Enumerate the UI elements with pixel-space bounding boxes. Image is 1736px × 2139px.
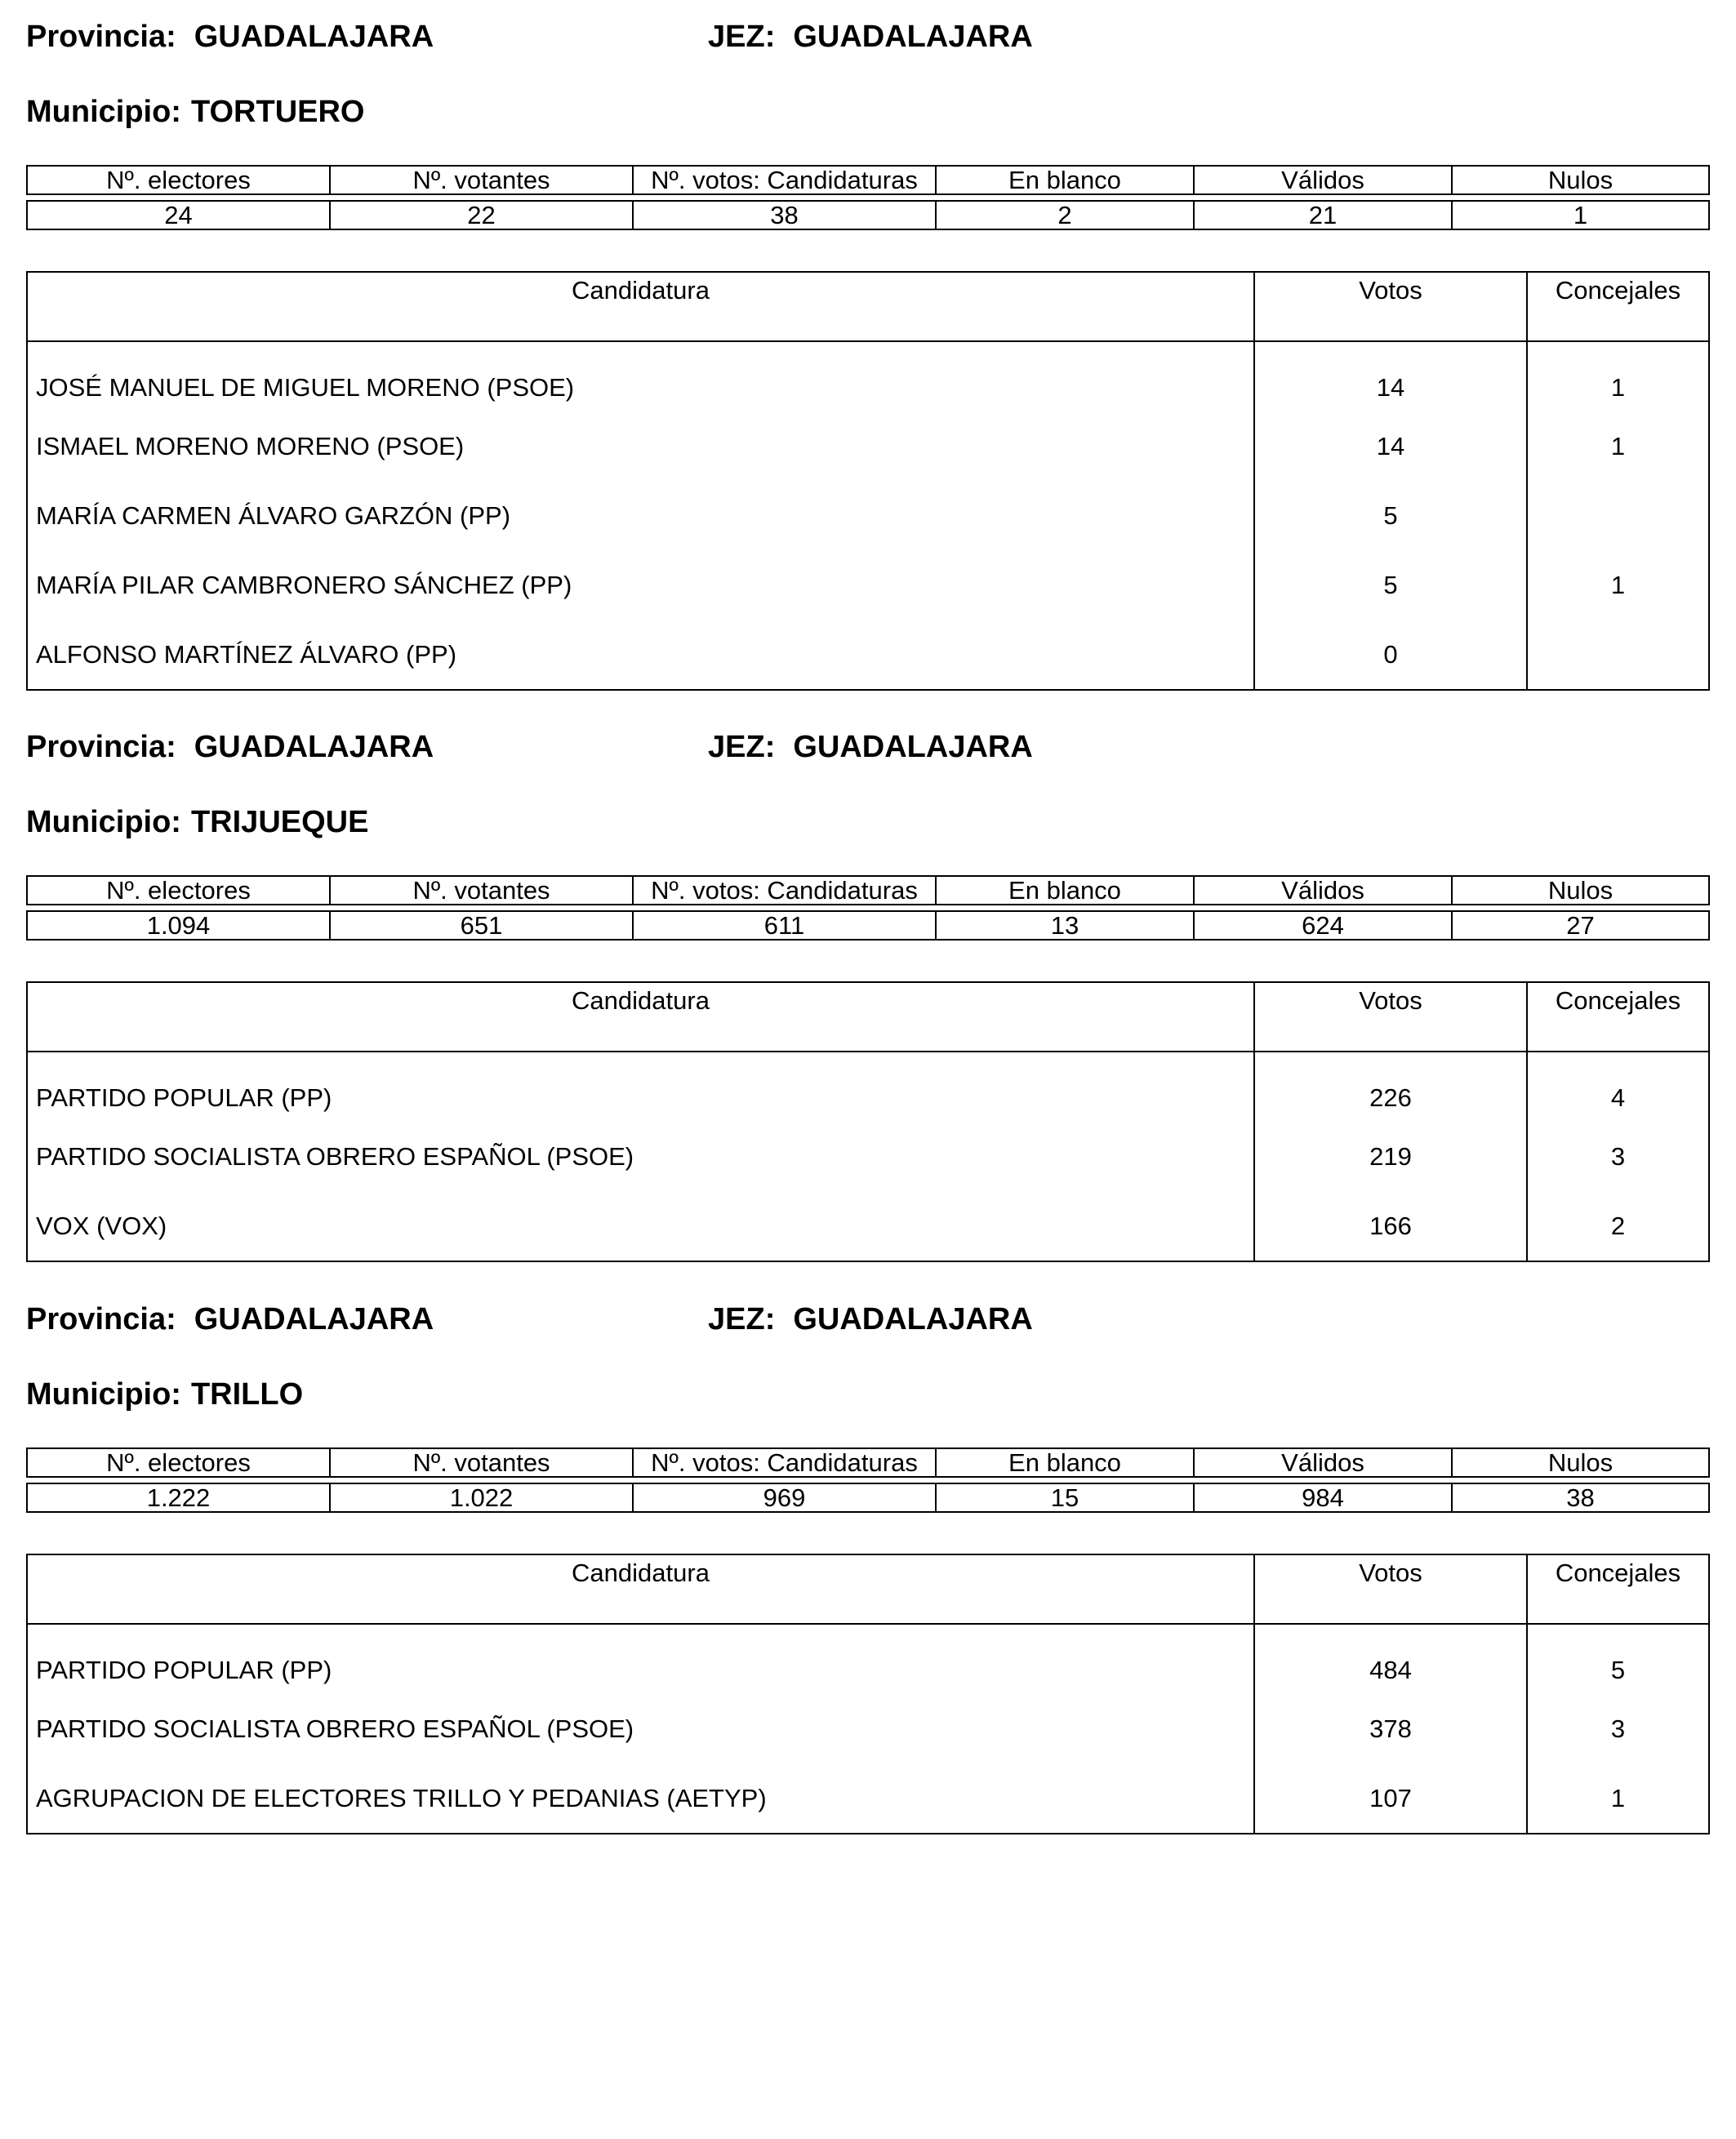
provincia-heading — [26, 21, 434, 52]
provincia-value: GUADALAJARA — [194, 1302, 434, 1336]
stats-header-row — [27, 876, 1709, 905]
provincia-value: GUADALAJARA — [194, 20, 434, 54]
header-concejales: Concejales — [1527, 1554, 1709, 1624]
stats-value-votantes: 651 — [330, 911, 633, 940]
jez-label: JEZ: — [708, 730, 776, 764]
stats-value-electores: 1.094 — [27, 911, 330, 940]
header-candidatura: Candidatura — [27, 272, 1254, 341]
candidate-concejales: 1 — [1527, 411, 1709, 481]
header-votos: Votos — [1254, 272, 1527, 341]
stats-header-validos: Válidos — [1194, 1448, 1452, 1477]
stats-value-nulos: 38 — [1452, 1483, 1709, 1512]
stats-header-votantes: Nº. votantes — [330, 1448, 633, 1477]
stats-header-en-blanco: En blanco — [936, 166, 1194, 194]
provincia-heading — [26, 732, 434, 763]
jez-value: GUADALAJARA — [793, 20, 1033, 54]
header-votos: Votos — [1254, 1554, 1527, 1624]
stats-value-en-blanco: 2 — [936, 201, 1194, 229]
stats-value-electores: 1.222 — [27, 1483, 330, 1512]
stats-header-electores: Nº. electores — [27, 876, 330, 905]
stats-value-votantes: 1.022 — [330, 1483, 633, 1512]
candidate-concejales: 3 — [1527, 1694, 1709, 1763]
stats-value-nulos: 27 — [1452, 911, 1709, 940]
stats-value-votos-candidaturas: 38 — [633, 201, 936, 229]
candidate-votos: 378 — [1254, 1694, 1527, 1763]
stats-header-votantes: Nº. votantes — [330, 166, 633, 194]
stats-table — [26, 1447, 1710, 1513]
candidate-votos: 5 — [1254, 481, 1527, 550]
candidate-name: JOSÉ MANUEL DE MIGUEL MORENO (PSOE) — [27, 341, 1254, 411]
municipio-value: TORTUERO — [190, 95, 365, 129]
header-concejales: Concejales — [1527, 982, 1709, 1052]
candidates-header-row — [27, 982, 1709, 1052]
candidate-votos: 219 — [1254, 1122, 1527, 1191]
stats-table — [26, 165, 1710, 230]
candidate-name: ISMAEL MORENO MORENO (PSOE) — [27, 411, 1254, 481]
candidate-votos: 107 — [1254, 1763, 1527, 1834]
candidate-row — [27, 1191, 1709, 1261]
stats-header-en-blanco: En blanco — [936, 1448, 1194, 1477]
candidate-votos: 5 — [1254, 550, 1527, 620]
jez-label: JEZ: — [708, 20, 776, 54]
stats-value-en-blanco: 13 — [936, 911, 1194, 940]
stats-header-votos-candidaturas: Nº. votos: Candidaturas — [633, 1448, 936, 1477]
stats-value-row — [27, 1483, 1709, 1512]
provincia-label: Provincia: — [26, 1302, 176, 1336]
stats-value-votos-candidaturas: 611 — [633, 911, 936, 940]
candidate-concejales: 3 — [1527, 1122, 1709, 1191]
provincia-value: GUADALAJARA — [194, 730, 434, 764]
stats-header-votos-candidaturas: Nº. votos: Candidaturas — [633, 166, 936, 194]
municipio-heading — [26, 1379, 303, 1410]
stats-value-row — [27, 201, 1709, 229]
provincia-label: Provincia: — [26, 20, 176, 54]
jez-heading — [708, 1304, 1033, 1335]
stats-header-row — [27, 1448, 1709, 1477]
candidate-name: PARTIDO SOCIALISTA OBRERO ESPAÑOL (PSOE) — [27, 1694, 1254, 1763]
stats-header-nulos: Nulos — [1452, 166, 1709, 194]
candidate-votos: 14 — [1254, 411, 1527, 481]
candidate-row — [27, 411, 1709, 481]
candidate-votos: 484 — [1254, 1624, 1527, 1694]
provincia-heading — [26, 1304, 434, 1335]
stats-value-votos-candidaturas: 969 — [633, 1483, 936, 1512]
candidate-votos: 0 — [1254, 620, 1527, 690]
candidate-row — [27, 1624, 1709, 1694]
candidate-row — [27, 1763, 1709, 1834]
jez-label: JEZ: — [708, 1302, 776, 1336]
candidate-row — [27, 341, 1709, 411]
header-concejales: Concejales — [1527, 272, 1709, 341]
stats-value-electores: 24 — [27, 201, 330, 229]
jez-value: GUADALAJARA — [793, 730, 1033, 764]
candidate-concejales — [1527, 620, 1709, 690]
stats-value-row — [27, 911, 1709, 940]
candidate-row — [27, 1122, 1709, 1191]
candidate-row — [27, 1052, 1709, 1122]
candidates-table — [26, 981, 1710, 1262]
candidate-row — [27, 620, 1709, 690]
jez-heading — [708, 21, 1033, 52]
candidate-row — [27, 550, 1709, 620]
stats-header-votos-candidaturas: Nº. votos: Candidaturas — [633, 876, 936, 905]
candidate-name: VOX (VOX) — [27, 1191, 1254, 1261]
stats-value-validos: 984 — [1194, 1483, 1452, 1512]
municipio-value: TRILLO — [190, 1377, 304, 1412]
stats-header-electores: Nº. electores — [27, 166, 330, 194]
candidate-votos: 226 — [1254, 1052, 1527, 1122]
stats-table — [26, 875, 1710, 941]
stats-value-validos: 624 — [1194, 911, 1452, 940]
candidate-name: ALFONSO MARTÍNEZ ÁLVARO (PP) — [27, 620, 1254, 690]
header-candidatura: Candidatura — [27, 1554, 1254, 1624]
stats-header-nulos: Nulos — [1452, 1448, 1709, 1477]
candidate-concejales: 1 — [1527, 1763, 1709, 1834]
candidate-concejales: 5 — [1527, 1624, 1709, 1694]
candidate-name: PARTIDO POPULAR (PP) — [27, 1052, 1254, 1122]
stats-header-electores: Nº. electores — [27, 1448, 330, 1477]
candidate-concejales: 1 — [1527, 341, 1709, 411]
municipio-heading — [26, 807, 368, 838]
municipio-label: Municipio: — [26, 1377, 181, 1412]
jez-value: GUADALAJARA — [793, 1302, 1033, 1336]
candidate-votos: 166 — [1254, 1191, 1527, 1261]
stats-value-votantes: 22 — [330, 201, 633, 229]
municipio-label: Municipio: — [26, 95, 181, 129]
stats-header-validos: Válidos — [1194, 166, 1452, 194]
candidate-name: MARÍA PILAR CAMBRONERO SÁNCHEZ (PP) — [27, 550, 1254, 620]
candidate-row — [27, 481, 1709, 550]
municipio-label: Municipio: — [26, 805, 181, 839]
stats-header-row — [27, 166, 1709, 194]
stats-header-votantes: Nº. votantes — [330, 876, 633, 905]
candidate-concejales: 4 — [1527, 1052, 1709, 1122]
candidates-table — [26, 1554, 1710, 1834]
candidate-row — [27, 1694, 1709, 1763]
stats-header-nulos: Nulos — [1452, 876, 1709, 905]
stats-value-validos: 21 — [1194, 201, 1452, 229]
candidate-concejales: 2 — [1527, 1191, 1709, 1261]
stats-header-validos: Válidos — [1194, 876, 1452, 905]
provincia-label: Provincia: — [26, 730, 176, 764]
candidate-name: PARTIDO SOCIALISTA OBRERO ESPAÑOL (PSOE) — [27, 1122, 1254, 1191]
candidate-concejales: 1 — [1527, 550, 1709, 620]
candidates-header-row — [27, 272, 1709, 341]
candidate-name: PARTIDO POPULAR (PP) — [27, 1624, 1254, 1694]
header-candidatura: Candidatura — [27, 982, 1254, 1052]
candidate-votos: 14 — [1254, 341, 1527, 411]
candidates-table — [26, 271, 1710, 691]
candidates-header-row — [27, 1554, 1709, 1624]
candidate-name: MARÍA CARMEN ÁLVARO GARZÓN (PP) — [27, 481, 1254, 550]
jez-heading — [708, 732, 1033, 763]
stats-header-en-blanco: En blanco — [936, 876, 1194, 905]
stats-value-nulos: 1 — [1452, 201, 1709, 229]
candidate-name: AGRUPACION DE ELECTORES TRILLO Y PEDANIAS (AETYP) — [27, 1763, 1254, 1834]
candidate-concejales — [1527, 481, 1709, 550]
stats-value-en-blanco: 15 — [936, 1483, 1194, 1512]
municipio-heading — [26, 96, 365, 127]
municipio-value: TRIJUEQUE — [190, 805, 369, 839]
header-votos: Votos — [1254, 982, 1527, 1052]
